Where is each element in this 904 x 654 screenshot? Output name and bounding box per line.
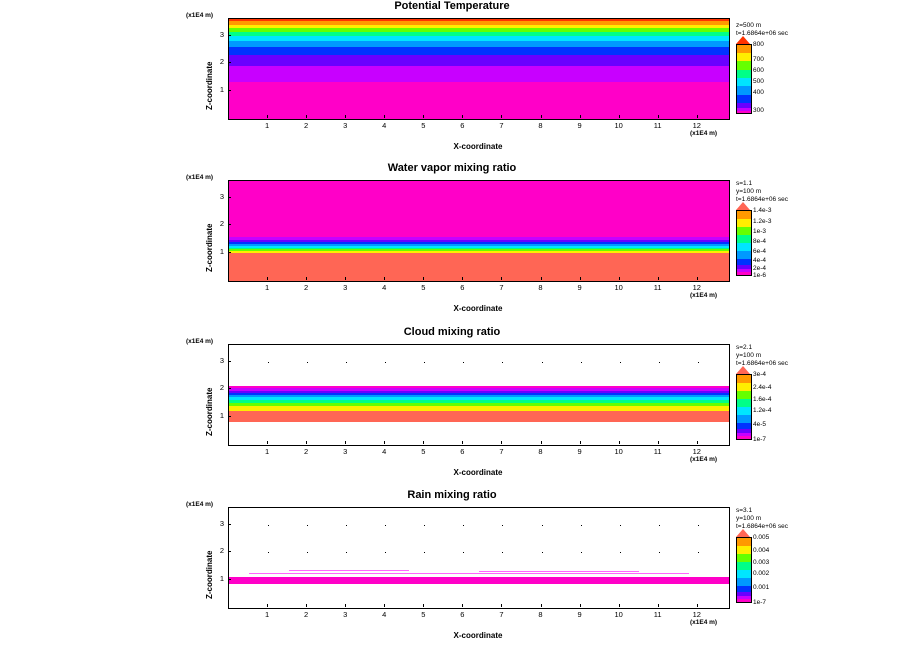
x-tick-label: 7 [499, 447, 504, 456]
z-tick-label: 2 [219, 57, 224, 67]
x-tick-label: 8 [538, 610, 543, 619]
x-tick-label: 10 [614, 283, 623, 292]
x-unit-label: (x1E4 m) [690, 130, 718, 137]
x-tick-label: 5 [421, 610, 426, 619]
x-tick-label: 8 [538, 283, 543, 292]
colorbar-tick: 1e-3 [753, 228, 767, 235]
x-tick-mark [462, 604, 463, 607]
z-tick-label: 2 [219, 383, 224, 393]
panel-rain-mixing-ratio [0, 489, 904, 654]
contour-band [229, 411, 729, 422]
z-tick-label: 3 [219, 29, 224, 39]
x-tick-mark [697, 115, 698, 118]
x-tick-label: 9 [577, 610, 582, 619]
x-tick-mark [462, 115, 463, 118]
x-tick-mark [541, 277, 542, 280]
grid-dots [229, 508, 729, 608]
colorbar-segment [737, 578, 751, 586]
grid-dot [698, 362, 699, 363]
x-tick-mark [423, 115, 424, 118]
colorbar-segment [737, 375, 751, 383]
colorbar-segment [737, 86, 751, 95]
x-tick-label: 11 [653, 121, 662, 130]
colorbar-segment [737, 399, 751, 407]
grid-dot [385, 362, 386, 363]
x-tick-label: 4 [382, 447, 387, 456]
x-tick-label: 5 [421, 283, 426, 292]
x-tick-label: 2 [304, 610, 309, 619]
x-tick-label: 10 [614, 447, 623, 456]
colorbar-tick: 1.2e-3 [753, 218, 772, 225]
z-unit-label: (x1E4 m) [186, 501, 214, 508]
x-tick-mark [345, 604, 346, 607]
colorbar-segment [737, 554, 751, 562]
colorbar-segment [737, 111, 751, 113]
grid-dot [346, 552, 347, 553]
grid-dot [620, 362, 621, 363]
grid-dot [698, 552, 699, 553]
colorbar-tick: 1.6e-4 [753, 396, 772, 403]
z-axis-label: Z-coordinate [205, 387, 214, 436]
x-tick-mark [658, 441, 659, 444]
colorbar-segment [737, 546, 751, 554]
colorbar-segment [737, 436, 751, 439]
grid-dot [659, 552, 660, 553]
colorbar-segment [737, 391, 751, 399]
x-tick-mark [697, 604, 698, 607]
z-axis-label: Z-coordinate [205, 550, 214, 599]
x-tick-label: 3 [343, 283, 348, 292]
x-tick-label: 6 [460, 610, 465, 619]
grid-dot [346, 525, 347, 526]
x-tick-label: 6 [460, 283, 465, 292]
x-tick-label: 7 [499, 283, 504, 292]
x-tick-mark [423, 604, 424, 607]
x-tick-mark [658, 115, 659, 118]
colorbar-tick: 0.003 [753, 559, 770, 566]
panel-meta-2: t=1.6864e+06 sec [736, 360, 789, 367]
contour-band [229, 28, 729, 31]
grid-dot [502, 362, 503, 363]
x-tick-label: 2 [304, 447, 309, 456]
grid-dot [307, 362, 308, 363]
x-tick-mark [697, 441, 698, 444]
grid-dot [268, 362, 269, 363]
x-tick-label: 6 [460, 447, 465, 456]
x-tick-mark [697, 277, 698, 280]
x-tick-label: 6 [460, 121, 465, 130]
rain-contour-line [249, 573, 689, 574]
x-tick-label: 4 [382, 121, 387, 130]
rain-contour-line [479, 571, 639, 572]
x-tick-label: 8 [538, 447, 543, 456]
panel-meta-1: y=100 m [736, 352, 762, 359]
plot-area [228, 18, 730, 120]
panel-title: Water vapor mixing ratio [387, 162, 517, 174]
x-unit-label: (x1E4 m) [690, 292, 718, 299]
z-tick-mark [228, 524, 231, 525]
grid-dot [307, 552, 308, 553]
z-unit-label: (x1E4 m) [186, 174, 214, 181]
x-tick-label: 1 [264, 121, 270, 130]
contour-band [229, 181, 729, 237]
colorbar-segment [737, 272, 751, 275]
colorbar-tick: 0.005 [753, 534, 770, 541]
panel-meta-1: t=1.6864e+06 sec [736, 30, 789, 37]
x-tick-label: 1 [264, 447, 270, 456]
z-tick-label: 2 [219, 219, 224, 229]
x-tick-label: 10 [614, 610, 623, 619]
colorbar-tick: 500 [753, 78, 764, 85]
x-tick-label: 3 [343, 610, 348, 619]
grid-dot [659, 362, 660, 363]
x-tick-mark [619, 604, 620, 607]
colorbar-segment [737, 599, 751, 602]
panel-meta-0: z=500 m [736, 22, 762, 29]
x-tick-mark [501, 277, 502, 280]
colorbar-segment [737, 562, 751, 570]
z-tick-label: 3 [219, 518, 224, 528]
x-tick-label: 12 [692, 121, 701, 130]
x-tick-mark [423, 441, 424, 444]
grid-dot [698, 525, 699, 526]
z-unit-label: (x1E4 m) [186, 12, 214, 19]
z-tick-label: 3 [219, 355, 224, 365]
colorbar-tick: 800 [753, 41, 764, 48]
x-tick-label: 4 [382, 610, 387, 619]
grid-dot [424, 552, 425, 553]
x-tick-mark [619, 277, 620, 280]
x-tick-mark [501, 604, 502, 607]
x-tick-label: 2 [304, 283, 309, 292]
x-tick-label: 11 [653, 283, 662, 292]
z-tick-mark [228, 90, 231, 91]
colorbar-tick: 700 [753, 56, 764, 63]
colorbar-tick: 2.4e-4 [753, 384, 772, 391]
colorbar-segment [737, 383, 751, 391]
z-tick-mark [228, 62, 231, 63]
colorbar-segment [737, 53, 751, 61]
colorbar-segment [737, 235, 751, 243]
colorbar-segment [737, 219, 751, 227]
x-tick-mark [501, 115, 502, 118]
grid-dot [463, 552, 464, 553]
x-tick-mark [267, 277, 268, 280]
z-tick-mark [228, 416, 231, 417]
z-axis-label: Z-coordinate [205, 223, 214, 272]
panel-title: Potential Temperature [394, 0, 510, 12]
z-unit-label: (x1E4 m) [186, 338, 214, 345]
grid-dot [502, 552, 503, 553]
colorbar-tick: 4e-4 [753, 257, 767, 264]
colorbar-segment [737, 415, 751, 423]
colorbar-tick: 3e-4 [753, 371, 767, 378]
x-tick-mark [580, 441, 581, 444]
colorbar-segment [737, 70, 751, 78]
grid-dot [502, 525, 503, 526]
panel-meta-2: t=1.6864e+06 sec [736, 196, 789, 203]
panel-meta-1: y=100 m [736, 515, 762, 522]
colorbar-tick: 1.2e-4 [753, 407, 772, 414]
colorbar-tick: 4e-5 [753, 421, 767, 428]
colorbar-tick: 2e-4 [753, 265, 767, 272]
x-tick-mark [619, 115, 620, 118]
x-tick-label: 12 [692, 447, 701, 456]
colorbar-tick: 1e-7 [753, 599, 767, 606]
grid-dot [542, 552, 543, 553]
colorbar-tick: 0.004 [753, 547, 770, 554]
x-tick-label: 11 [653, 610, 662, 619]
plot-area [228, 344, 730, 446]
x-tick-mark [501, 441, 502, 444]
x-tick-mark [267, 604, 268, 607]
x-tick-mark [267, 441, 268, 444]
colorbar-segment [737, 570, 751, 578]
x-tick-label: 5 [421, 447, 426, 456]
z-tick-label: 1 [219, 85, 224, 95]
panel-meta-0: s=1.1 [736, 180, 753, 187]
z-tick-label: 2 [219, 546, 224, 556]
grid-dot [385, 552, 386, 553]
panel-meta-0: s=2.1 [736, 344, 753, 351]
x-axis-label: X-coordinate [453, 142, 503, 151]
z-tick-label: 1 [219, 411, 224, 421]
colorbar-tick: 8e-4 [753, 238, 767, 245]
contour-band [229, 82, 729, 119]
z-tick-label: 1 [219, 574, 224, 584]
grid-dot [424, 362, 425, 363]
x-tick-mark [580, 604, 581, 607]
grid-dot [581, 525, 582, 526]
colorbar-segment [737, 211, 751, 219]
grid-dot [463, 525, 464, 526]
grid-dot [659, 525, 660, 526]
x-tick-mark [306, 441, 307, 444]
x-tick-mark [541, 441, 542, 444]
x-unit-label: (x1E4 m) [690, 619, 718, 626]
x-tick-mark [580, 277, 581, 280]
x-tick-mark [267, 115, 268, 118]
panel-meta-0: s=3.1 [736, 507, 753, 514]
x-tick-mark [384, 441, 385, 444]
contour-band [229, 19, 729, 21]
x-tick-label: 10 [614, 121, 623, 130]
x-tick-mark [541, 115, 542, 118]
x-tick-label: 8 [538, 121, 543, 130]
z-tick-mark [228, 388, 231, 389]
x-tick-mark [658, 277, 659, 280]
grid-dot [385, 525, 386, 526]
colorbar-segment [737, 78, 751, 86]
colorbar [736, 210, 752, 276]
contour-band [229, 36, 729, 41]
z-axis-label: Z-coordinate [205, 61, 214, 110]
grid-dot [346, 362, 347, 363]
x-tick-mark [345, 441, 346, 444]
z-tick-mark [228, 361, 231, 362]
grid-dot [307, 525, 308, 526]
z-tick-mark [228, 35, 231, 36]
colorbar-tick: 300 [753, 107, 764, 114]
colorbar-segment [737, 407, 751, 415]
grid-dot [542, 525, 543, 526]
x-tick-mark [345, 115, 346, 118]
contour-band [229, 66, 729, 83]
colorbar-tick: 6e-4 [753, 248, 767, 255]
panel-meta-1: y=100 m [736, 188, 762, 195]
x-tick-mark [462, 441, 463, 444]
z-tick-mark [228, 579, 231, 580]
x-tick-label: 9 [577, 283, 582, 292]
x-tick-mark [345, 277, 346, 280]
x-tick-label: 9 [577, 447, 582, 456]
x-tick-label: 5 [421, 121, 426, 130]
z-tick-label: 3 [219, 191, 224, 201]
contour-band [229, 41, 729, 47]
z-tick-label: 1 [219, 247, 224, 257]
x-axis-label: X-coordinate [453, 304, 503, 313]
grid-dot [542, 362, 543, 363]
x-tick-label: 12 [692, 283, 701, 292]
x-tick-label: 2 [304, 121, 309, 130]
grid-dot [620, 525, 621, 526]
x-tick-mark [384, 277, 385, 280]
colorbar-segment [737, 227, 751, 235]
plot-area [228, 507, 730, 609]
colorbar-segment [737, 251, 751, 259]
x-tick-label: 4 [382, 283, 387, 292]
x-tick-label: 3 [343, 447, 348, 456]
z-tick-mark [228, 224, 231, 225]
x-tick-label: 12 [692, 610, 701, 619]
x-tick-mark [619, 441, 620, 444]
x-axis-label: X-coordinate [453, 631, 503, 640]
contour-band [229, 577, 729, 584]
x-tick-label: 7 [499, 121, 504, 130]
contour-band [229, 21, 729, 24]
grid-dot [268, 525, 269, 526]
contour-band [229, 32, 729, 36]
panel-water-vapor [0, 162, 904, 324]
x-tick-label: 9 [577, 121, 582, 130]
panel-cloud-mixing-ratio [0, 326, 904, 488]
colorbar-tick: 0.002 [753, 570, 770, 577]
plot-area [228, 180, 730, 282]
x-tick-label: 3 [343, 121, 348, 130]
x-tick-mark [462, 277, 463, 280]
contour-band [229, 25, 729, 29]
colorbar-segment [737, 45, 751, 53]
colorbar-segment [737, 243, 751, 251]
panel-meta-2: t=1.6864e+06 sec [736, 523, 789, 530]
x-tick-mark [384, 604, 385, 607]
colorbar-segment [737, 95, 751, 103]
grid-dot [424, 525, 425, 526]
contour-band [229, 47, 729, 55]
x-tick-mark [541, 604, 542, 607]
colorbar [736, 44, 752, 114]
x-tick-mark [580, 115, 581, 118]
colorbar-tick: 400 [753, 89, 764, 96]
colorbar-segment [737, 538, 751, 546]
colorbar [736, 374, 752, 440]
rain-contour-line [289, 570, 409, 571]
x-unit-label: (x1E4 m) [690, 456, 718, 463]
x-axis-label: X-coordinate [453, 468, 503, 477]
x-tick-label: 7 [499, 610, 504, 619]
colorbar-tick: 1.4e-3 [753, 207, 772, 214]
colorbar [736, 537, 752, 603]
panel-title: Rain mixing ratio [407, 489, 497, 501]
z-tick-mark [228, 252, 231, 253]
colorbar-tick: 0.001 [753, 584, 770, 591]
colorbar-tick: 1e-7 [753, 436, 767, 443]
grid-dot [268, 552, 269, 553]
contour-band [229, 55, 729, 66]
x-tick-mark [423, 277, 424, 280]
colorbar-segment [737, 61, 751, 70]
panel-title: Cloud mixing ratio [403, 326, 501, 338]
grid-dot [581, 362, 582, 363]
x-tick-label: 1 [264, 610, 270, 619]
z-tick-mark [228, 551, 231, 552]
grid-dot [581, 552, 582, 553]
contour-band [229, 253, 729, 281]
panel-potential-temperature [0, 0, 904, 160]
x-tick-label: 11 [653, 447, 662, 456]
z-tick-mark [228, 197, 231, 198]
grid-dot [463, 362, 464, 363]
x-tick-mark [384, 115, 385, 118]
x-tick-mark [306, 115, 307, 118]
x-tick-mark [306, 604, 307, 607]
colorbar-tick: 1e-6 [753, 272, 767, 279]
x-tick-label: 1 [264, 283, 270, 292]
x-tick-mark [658, 604, 659, 607]
colorbar-tick: 600 [753, 67, 764, 74]
x-tick-mark [306, 277, 307, 280]
grid-dot [620, 552, 621, 553]
